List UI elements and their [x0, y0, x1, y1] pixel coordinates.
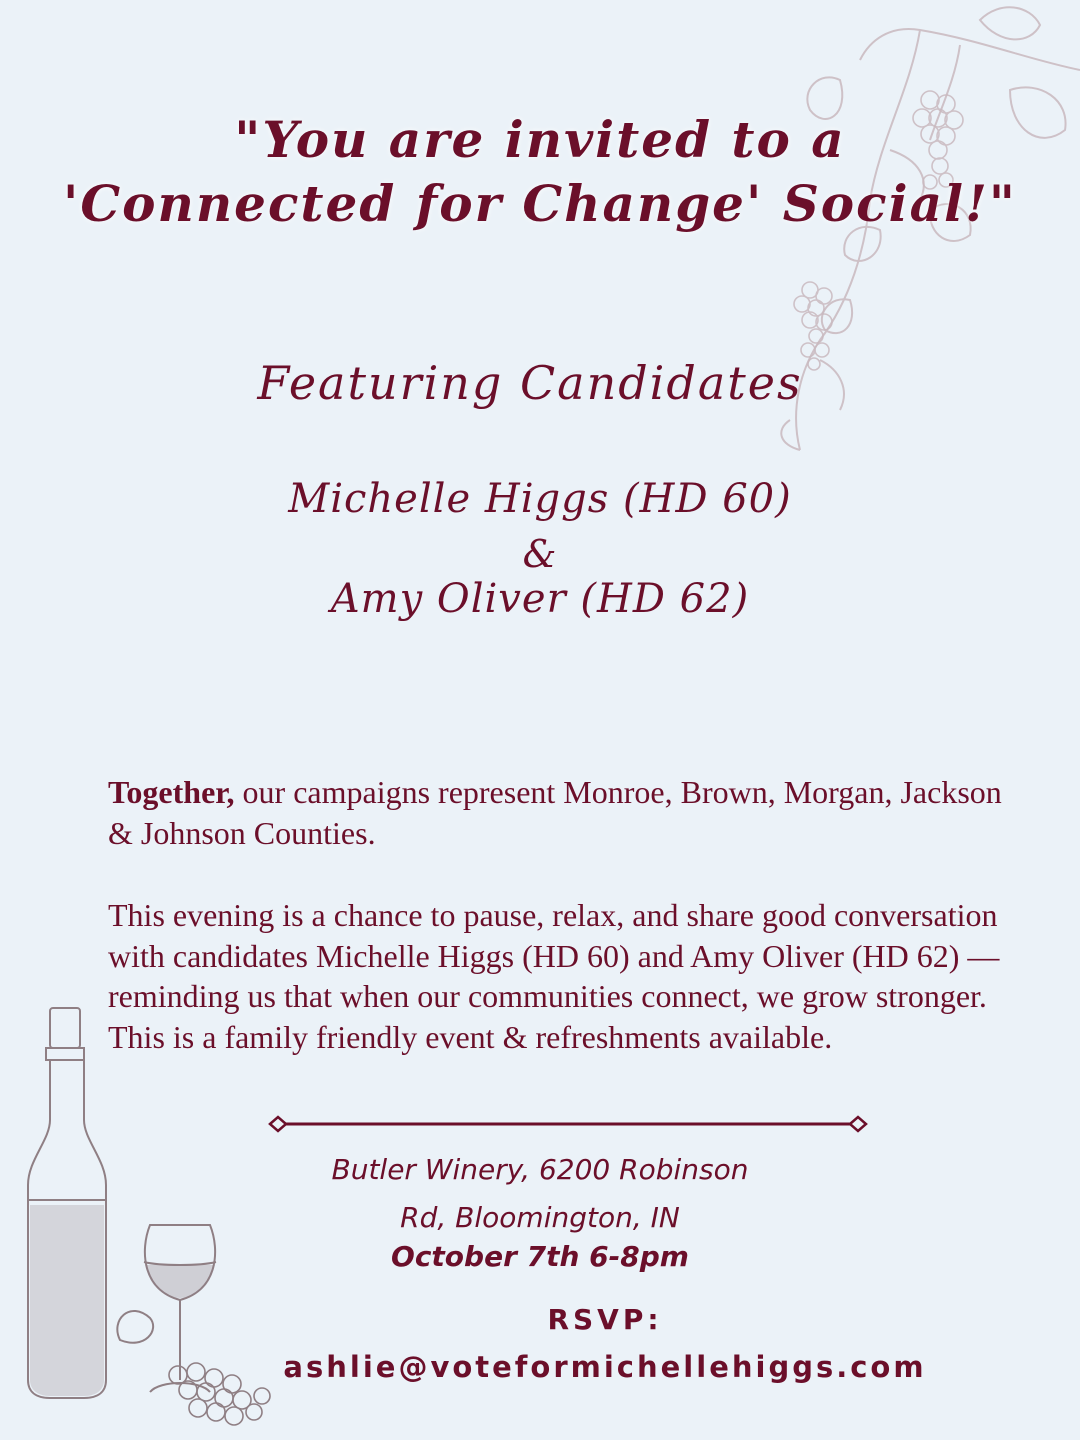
counties-text: our campaigns represent Monroe, Brown, Morgan, Jackson & Johnson Counties. [108, 774, 1002, 851]
evening-paragraph [108, 895, 1008, 1057]
candidate-ampersand: & [522, 532, 558, 576]
counties-paragraph [108, 772, 1008, 853]
family-friendly-text: This is a family friendly event & refreshments available. [108, 1018, 833, 1055]
invitation-title: "You are invited to a 'Connected for Change' Social!" [63, 110, 1017, 233]
candidate-amy-oliver: Amy Oliver (HD 62) [330, 576, 750, 622]
candidate-michelle-higgs: Michelle Higgs (HD 60) [288, 476, 792, 522]
rsvp-label: RSVP: [547, 1303, 663, 1336]
event-date: October 7th 6-8pm [391, 1240, 689, 1273]
rsvp-email[interactable]: ashlie@voteformichellehiggs.com [283, 1350, 927, 1384]
evening-text: This evening is a chance to pause, relax, and share good conversation with candidates Michelle Higgs (HD 60) and Amy Oliver (HD 62) — reminding us that when our communities connect, we grow stronger. [108, 897, 1000, 1014]
event-venue: Butler Winery, 6200 Robinson Rd, Bloomington, IN [331, 1153, 749, 1234]
together-lead: Together, [108, 774, 235, 810]
ornamental-divider [268, 1114, 868, 1134]
featuring-heading: Featuring Candidates [257, 356, 803, 410]
